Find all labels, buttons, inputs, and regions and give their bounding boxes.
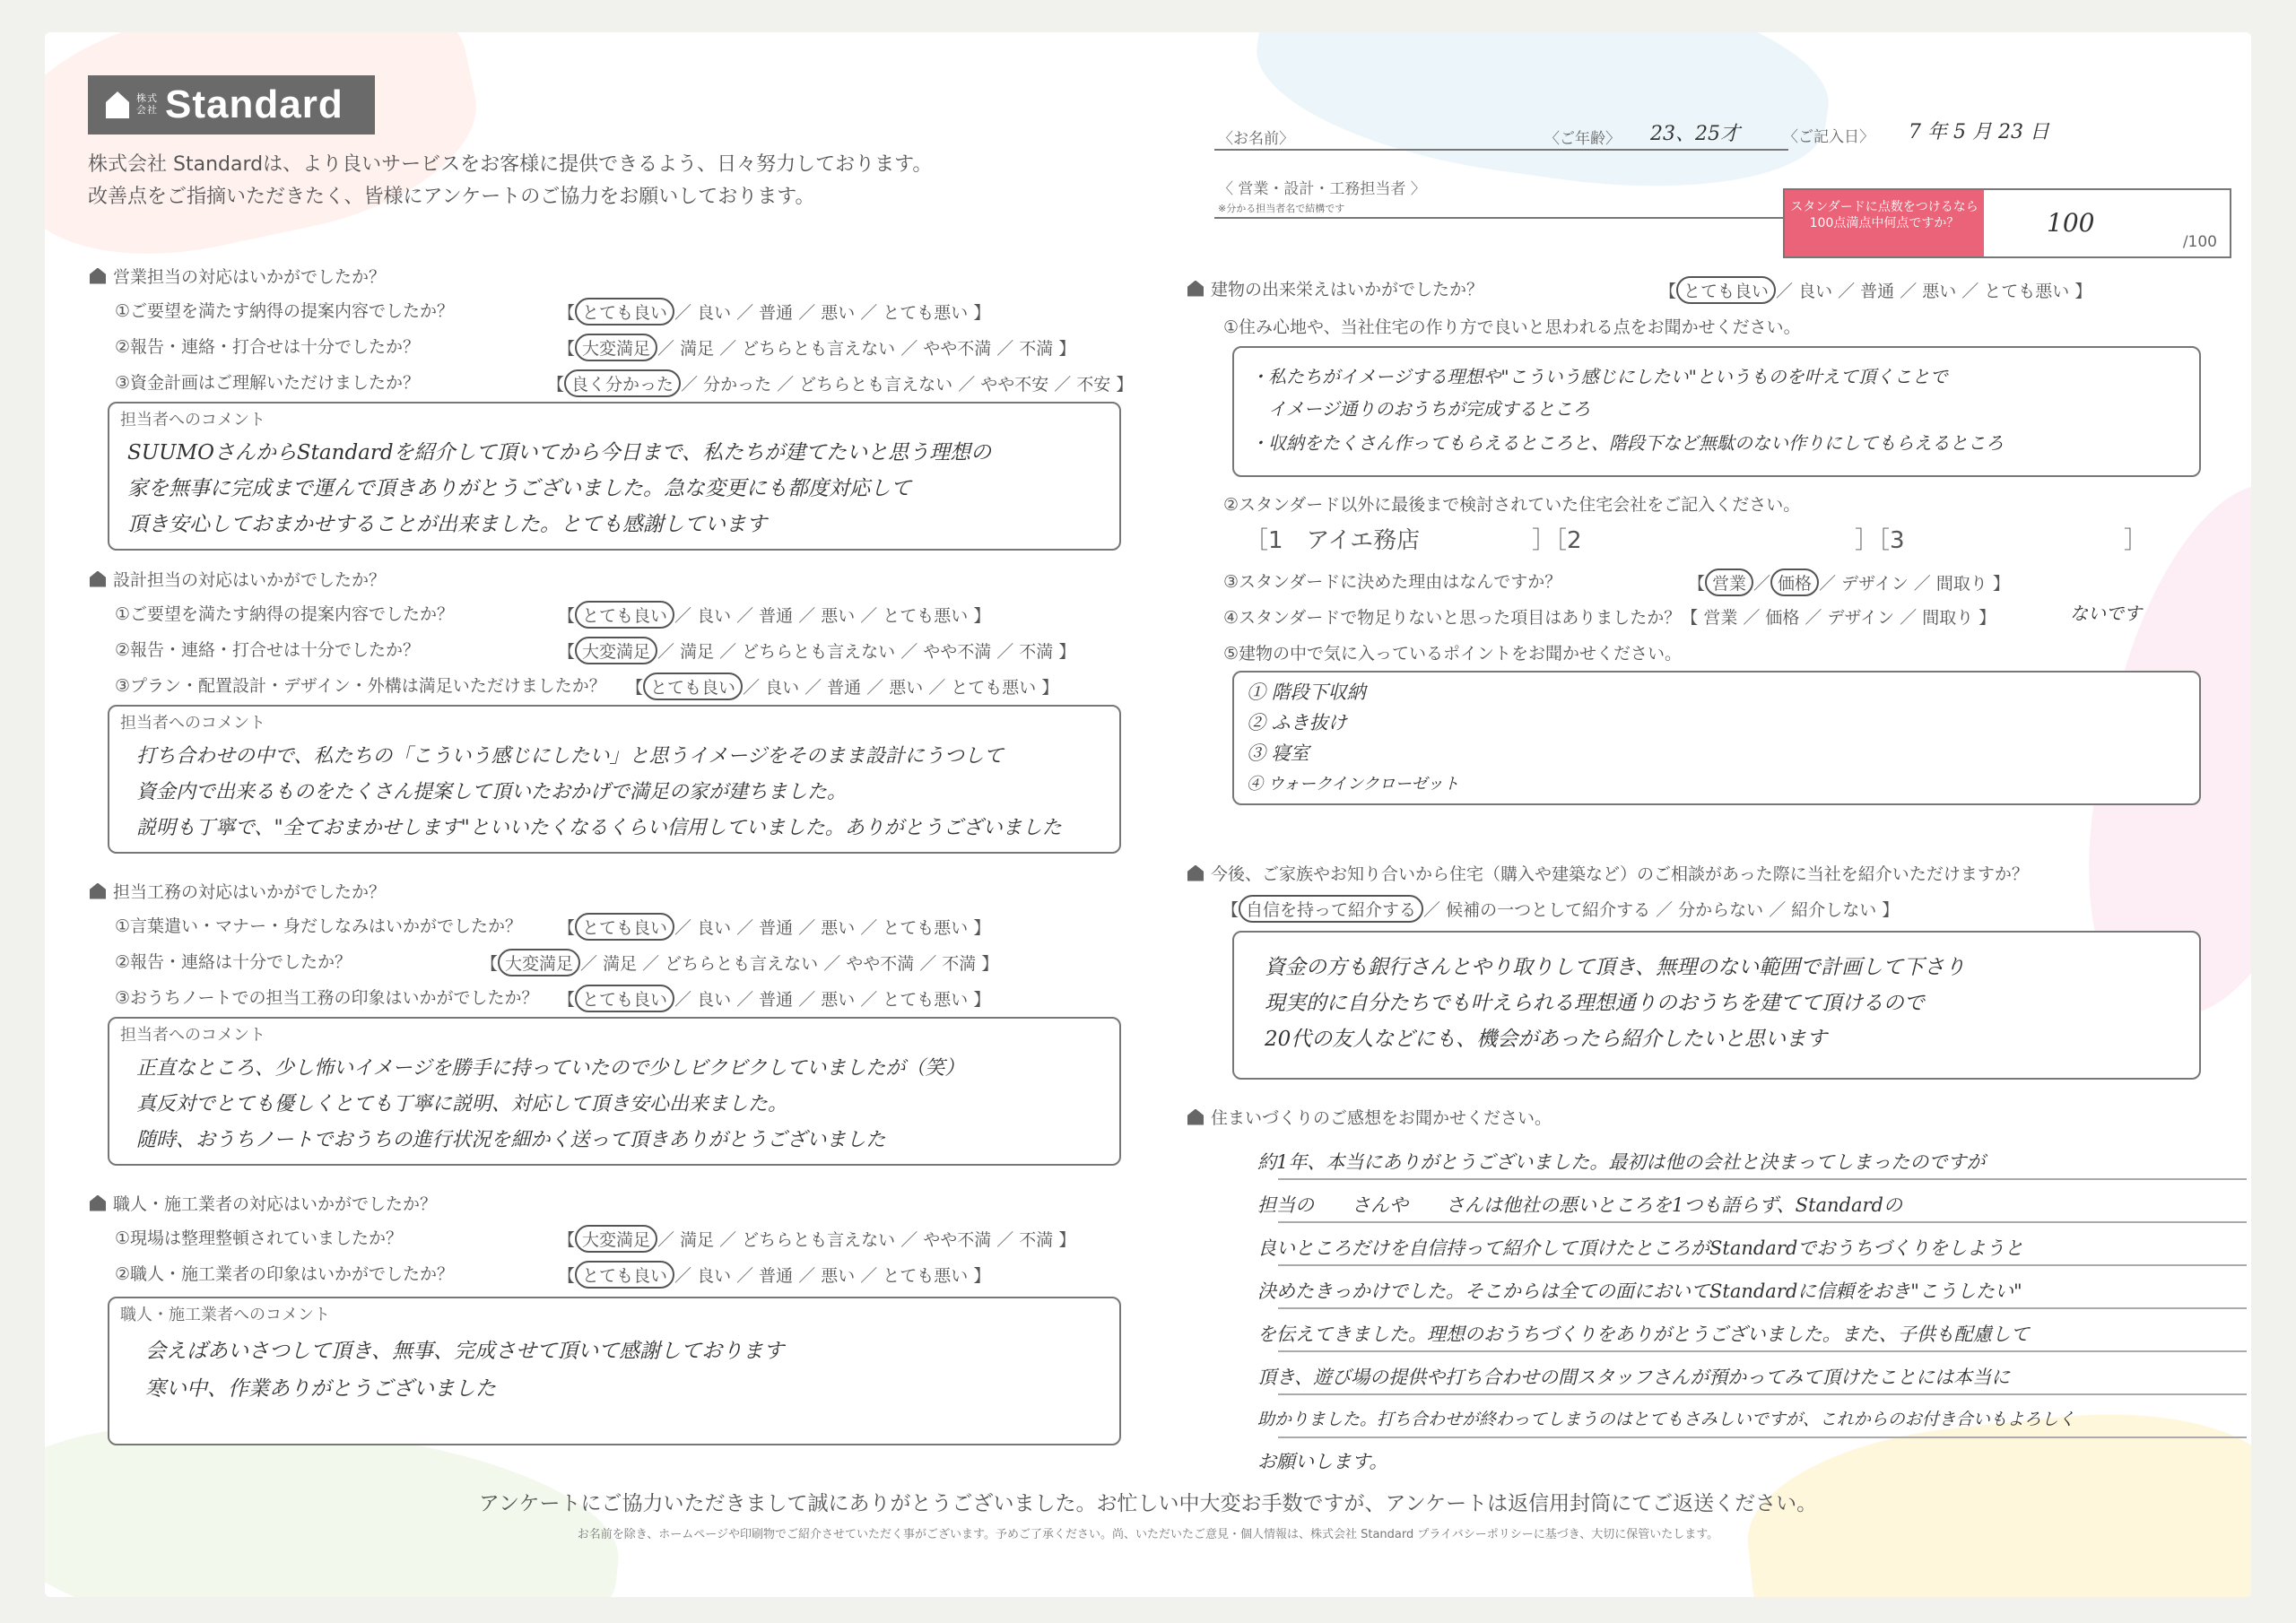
ruled-line [1278,1393,2247,1395]
question: ②スタンダード以外に最後まで検討されていた住宅会社をご記入ください。 [1223,495,1801,515]
section-craftsmen-title: 職人・施工業者の対応はいかがでしたか？ [90,1191,437,1215]
intro-text: 株式会社 Standardは、より良いサービスをお客様に提供できるよう、日々努力しております。 改善点をご指摘いただきたく、皆様にアンケートのご協力をお願いしております。 [88,153,933,208]
comment-box: 担当者へのコメント SUUMOさんからStandardを紹介して頂いてから今日まで、私たちが建てたいと思う理想の 家を無事に完成まで運んで頂きありがとうございました。急な変更にも都度対応して 頂き安心しておまかせすることが出来ました。とても感謝しています [108,402,1121,551]
impression-line: 助かりました。打ち合わせが終わってしまうのはとてもさみしいですが、これからのお付き合いもよろしく [1257,1410,2075,1429]
question: ②報告・連絡・打合せは十分でしたか？ [115,640,421,660]
section-impression-title: 住まいづくりのご感想をお聞かせください。 [1187,1105,1552,1129]
impression-line: 約1年、本当にありがとうございました。最初は他の会社と決まってしまったのですが [1257,1151,1986,1173]
question: ①現場は整理整頓されていましたか？ [115,1228,404,1248]
survey-sheet [45,32,2251,1597]
question: ④スタンダードで物足りないと思った項目はありましたか？【 営業 ／ 価格 ／ デザイン ／ 間取り 】 [1223,608,1996,628]
impression-line: 担当の さんや さんは他社の悪いところを1つも語らず、Standardの [1257,1194,1902,1216]
question: ①言葉遣い・マナー・身だしなみはいかがでしたか？ [115,916,523,936]
section-building-title: 建物の出来栄えはいかがでしたか？ [1187,276,1483,300]
staff-note: ※分かる担当者名で結構です [1218,203,1345,214]
selected-answer: 価格 [1770,568,1819,596]
answer-options: 【 とても良い ／ 良い ／ 普通 ／ 悪い ／ とても悪い 】 [558,985,990,1012]
score-value-area [1984,190,2230,256]
ruled-line [1278,1221,2247,1223]
competitor-list: ［1 アイエ務店 ］［2 ］［3 ］ [1245,527,2148,554]
staff-label: 〈 営業・設計・工務担当者 〉 [1218,180,1426,198]
question: ②職人・施工業者の印象はいかがでしたか？ [115,1264,455,1284]
section-sales-title: 営業担当の対応はいかがでしたか？ [90,264,386,288]
question: ③資金計画はご理解いただけましたか？ [115,373,421,393]
house-icon [106,91,129,118]
ruled-line [1278,1307,2247,1309]
house-icon [90,268,106,284]
date-label: 〈ご記入日〉 [1783,128,1874,146]
q4-answer: ないです [2070,603,2142,624]
question: ③スタンダードに決めた理由はなんですか？ [1223,572,1562,592]
section-construction-title: 担当工務の対応はいかがでしたか？ [90,879,386,903]
score-max: /100 [2182,233,2217,251]
selected-answer: 大変満足 [575,334,657,361]
answer-options: 【 とても良い ／ 良い ／ 普通 ／ 悪い ／ とても悪い 】 [558,601,990,629]
footer-note: お名前を除き、ホームページや印刷物でご紹介させていただく事がございます。予めご了承ください。尚、いただいたご意見・個人情報は、株式会社 Standard プライバシーポリシーに基づき、大切に保管いたします。 [577,1528,1719,1541]
score-box [1783,188,2231,258]
selected-answer: 営業 [1705,568,1753,596]
impression-line: 決めたきっかけでした。そこからは全ての面においてStandardに信頼をおき"こうしたい" [1257,1280,2022,1302]
selected-answer: とても良い [575,985,674,1012]
impression-line: を伝えてきました。理想のおうちづくりをありがとうございました。また、子供も配慮して [1257,1324,2030,1345]
score-prompt: スタンダードに点数をつけるなら100点満点中何点ですか？ [1785,190,1984,256]
selected-answer: 大変満足 [575,1225,657,1253]
points-box: ① 階段下収納 ② ふき抜け ③ 寝室 ④ ウォークインクローゼット [1232,671,2201,805]
answer-options: 【 とても良い ／ 良い ／ 普通 ／ 悪い ／ とても悪い 】 [558,298,990,325]
section-referral-title: 今後、ご家族やお知り合いから住宅（購入や建築など）のご相談があった際に当社を紹介いただけますか？ [1187,861,2029,885]
question: ②報告・連絡は十分でしたか？ [115,952,352,972]
answer-options: 【 大変満足 ／ 満足 ／ どちらとも言えない ／ やや不満 ／ 不満 】 [558,637,1075,664]
selected-answer: 大変満足 [575,637,657,664]
selected-answer: 大変満足 [498,949,580,976]
section-design-title: 設計担当の対応はいかがでしたか？ [90,567,386,591]
house-icon [1187,1109,1204,1125]
comment-box: 担当者へのコメント 正直なところ、少し怖いイメージを勝手に持っていたので少しビクビクしていましたが（笑） 真反対でとても優しくとても丁寧に説明、対応して頂き安心出来ました。 随時、おうちノートでおうちの進行状況を細かく送って頂きありがとうございました [108,1017,1121,1166]
selected-answer: とても良い [643,673,743,700]
impression-line: 頂き、遊び場の提供や打ち合わせの間スタッフさんが預かってみて頂けたことには本当に [1257,1367,2011,1388]
question: ③プラン・配置設計・デザイン・外構は満足いただけましたか？ [115,676,606,696]
staff-line [1214,217,1788,219]
ruled-line [1278,1350,2247,1352]
company-logo: 株式会社 Standard [88,75,375,135]
answer-options: 【 とても良い ／ 良い ／ 普通 ／ 悪い ／ とても悪い 】 [626,673,1058,700]
answer-options: 【 自信を持って紹介する ／ 候補の一つとして紹介する ／ 分からない ／ 紹介しない 】 [1222,895,1899,923]
question: ③おうちノートでの担当工務の印象はいかがでしたか？ [115,988,539,1008]
ruled-line [1278,1436,2247,1438]
referral-comment-box: 資金の方も銀行さんとやり取りして頂き、無理のない範囲で計画して下さり 現実的に自分たちでも叶えられる理想通りのおうちを建てて頂けるので 20代の友人などにも、機会があったら紹介したいと思います [1232,931,2201,1080]
house-icon [90,1195,106,1211]
comment-box: 職人・施工業者へのコメント 会えばあいさつして頂き、無事、完成させて頂いて感謝しております 寒い中、作業ありがとうございました [108,1297,1121,1445]
question: ⑤建物の中で気に入っているポイントをお聞かせください。 [1223,644,1683,664]
ruled-line [1278,1264,2247,1266]
selected-answer: 自信を持って紹介する [1239,895,1423,923]
date-value: 7 年 5 月 23 日 [1909,121,2049,143]
house-icon [90,571,106,587]
age-value: 23、25才 [1650,123,1740,145]
selected-answer: とても良い [575,913,674,941]
house-icon [90,883,106,899]
question: ②報告・連絡・打合せは十分でしたか？ [115,337,421,357]
footer-thanks: アンケートにご協力いただきまして誠にありがとうございました。お忙しい中大変お手数ですが、アンケートは返信用封筒にてご返送ください。 [478,1492,1818,1515]
answer-box: ・私たちがイメージする理想や"こういう感じにしたい"というものを叶えて頂くことで イメージ通りのおうちが完成するところ ・収納をたくさん作ってもらえるところと、階段下など無駄のない作りにしてもらえるところ [1232,346,2201,477]
answer-options: 【 とても良い ／ 良い ／ 普通 ／ 悪い ／ とても悪い 】 [1659,276,2092,304]
question: ①ご要望を満たす納得の提案内容でしたか？ [115,604,455,624]
answer-options: 【 とても良い ／ 良い ／ 普通 ／ 悪い ／ とても悪い 】 [558,913,990,941]
score-value: 100 [2047,208,2095,238]
answer-options: 【 とても良い ／ 良い ／ 普通 ／ 悪い ／ とても悪い 】 [558,1261,990,1289]
house-icon [1187,281,1204,297]
answer-options: 【 大変満足 ／ 満足 ／ どちらとも言えない ／ やや不満 ／ 不満 】 [558,1225,1075,1253]
impression-line: 良いところだけを自信持って紹介して頂けたところがStandardでおうちづくりをしようと [1257,1237,2024,1259]
comment-box: 担当者へのコメント 打ち合わせの中で、私たちの「こういう感じにしたい」と思うイメージをそのまま設計にうつして 資金内で出来るものをたくさん提案して頂いたおかげで満足の家が建ちました。 説明も丁寧で、"全ておまかせします"といいたくなるくらい信用していました。ありがとうございました [108,705,1121,854]
age-label: 〈ご年齢〉 [1544,130,1621,148]
impression-line: お願いします。 [1257,1451,1388,1472]
selected-answer: とても良い [575,298,674,325]
name-line [1214,149,1788,151]
question: ①住み心地や、当社住宅の作り方で良いと思われる点をお聞かせください。 [1223,317,1801,337]
answer-options: 【 営業 ／ 価格 ／ デザイン ／ 間取り 】 [1688,568,2010,596]
selected-answer: とても良い [1676,276,1776,304]
name-label: 〈お名前〉 [1218,130,1294,148]
answer-options: 【 大変満足 ／ 満足 ／ どちらとも言えない ／ やや不満 ／ 不満 】 [481,949,998,976]
selected-answer: とても良い [575,601,674,629]
house-icon [1187,865,1204,881]
answer-options: 【 良く分かった ／ 分かった ／ どちらとも言えない ／ やや不安 ／ 不安 】 [547,369,1133,397]
selected-answer: とても良い [575,1261,674,1289]
ruled-line [1278,1178,2247,1180]
question: ①ご要望を満たす納得の提案内容でしたか？ [115,301,455,321]
selected-answer: 良く分かった [564,369,681,397]
answer-options: 【 大変満足 ／ 満足 ／ どちらとも言えない ／ やや不満 ／ 不満 】 [558,334,1075,361]
